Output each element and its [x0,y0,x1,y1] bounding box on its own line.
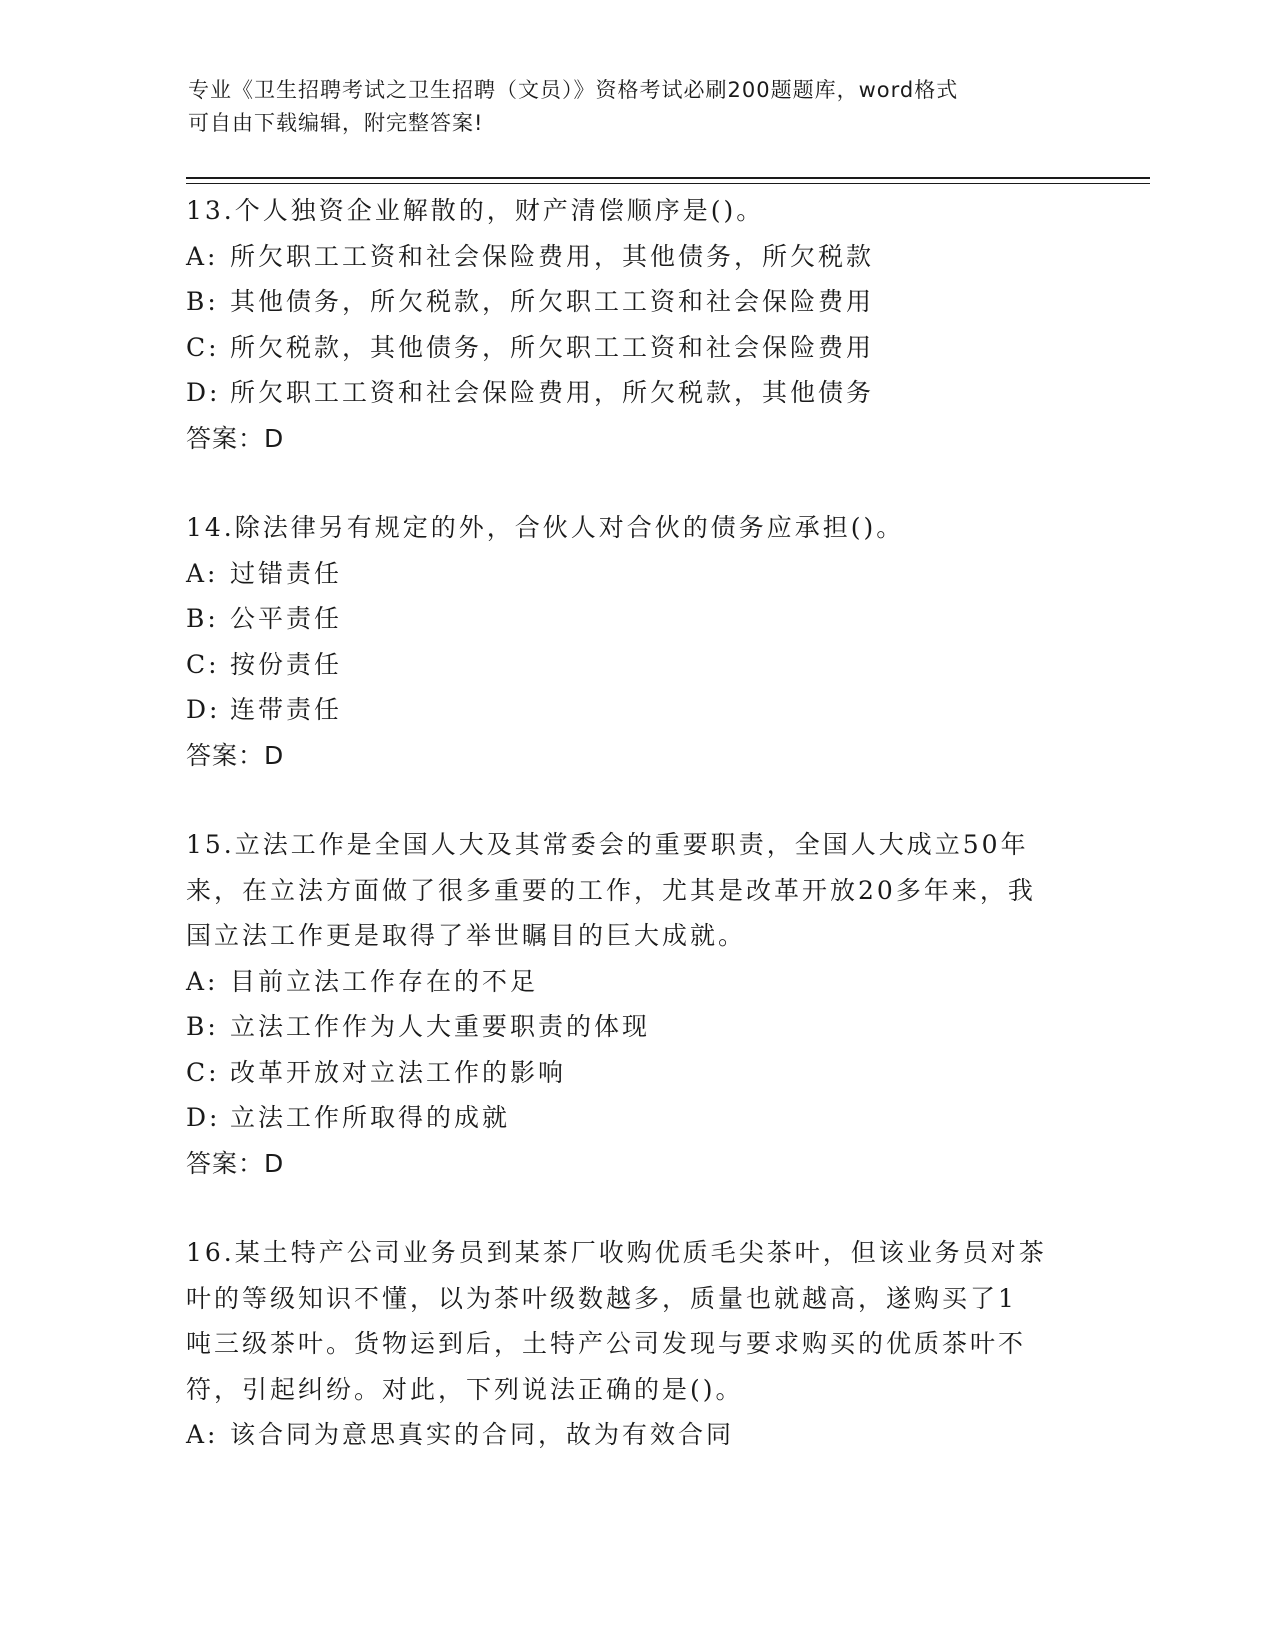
option-letter: B: [186,1012,219,1041]
question-spacer [186,461,1086,505]
question-list [186,188,1086,1458]
question-stem-line: 来，在立法方面做了很多重要的工作，尤其是改革开放20多年来，我 [186,875,1036,905]
option-letter: B: [186,287,219,316]
question-stem-line: 吨三级茶叶。货物运到后，土特产公司发现与要求购买的优质茶叶不 [186,1329,1027,1358]
option-b [186,596,1086,642]
question-stem-line: 叶的等级知识不懂，以为茶叶级数越多，质量也就越高，遂购买了1 [186,1283,1017,1313]
option-b [186,279,1086,325]
document-header [188,74,1088,140]
option-letter: A: [186,966,219,996]
option-a [186,234,1086,280]
option-c [186,325,1086,371]
option-c [186,1050,1086,1096]
option-text: 立法工作作为人大重要职责的体现 [230,1012,651,1041]
question-15 [186,822,1086,1186]
option-text: 按份责任 [230,649,343,679]
question-stem-line: 15.立法工作是全国人大及其常委会的重要职责，全国人大成立50年 [186,830,1029,859]
option-text: 所欠职工工资和社会保险费用，其他债务，所欠税款 [230,241,875,271]
option-d [186,1095,1086,1141]
option-d [186,687,1086,733]
option-a [186,551,1086,597]
header-line-2: 可自由下载编辑，附完整答案! [188,111,484,135]
option-letter: B: [186,604,219,633]
option-text: 过错责任 [230,558,343,588]
option-text: 其他债务，所欠税款，所欠职工工资和社会保险费用 [230,287,875,316]
option-text: 所欠税款，其他债务，所欠职工工资和社会保险费用 [230,332,875,362]
header-line-1: 专业《卫生招聘考试之卫生招聘（文员）》资格考试必刷200题题库，word格式 [188,78,959,102]
option-text: 所欠职工工资和社会保险费用，所欠税款，其他债务 [230,378,875,407]
option-text: 改革开放对立法工作的影响 [230,1057,567,1087]
option-a [186,1412,1086,1458]
option-a [186,959,1086,1005]
option-letter: D: [186,695,221,724]
question-spacer [186,1186,1086,1230]
question-16 [186,1230,1086,1458]
option-text: 连带责任 [230,695,343,724]
answer-line: 答案：D [186,1148,285,1178]
question-13 [186,188,1086,461]
question-stem: 14.除法律另有规定的外，合伙人对合伙的债务应承担()。 [186,513,905,542]
option-letter: A: [186,1420,219,1449]
option-text: 立法工作所取得的成就 [230,1103,511,1132]
option-letter: C: [186,332,220,362]
answer-line: 答案：D [186,423,285,453]
option-text: 公平责任 [230,604,343,633]
option-text: 目前立法工作存在的不足 [230,966,539,996]
option-b [186,1004,1086,1050]
question-spacer [186,778,1086,822]
option-letter: D: [186,378,221,407]
option-letter: C: [186,1057,220,1087]
option-c [186,642,1086,688]
question-14 [186,505,1086,778]
header-divider-thin [186,183,1150,184]
option-text: 该合同为意思真实的合同，故为有效合同 [230,1420,735,1449]
option-letter: A: [186,558,219,588]
option-letter: A: [186,241,219,271]
question-stem-line: 16.某土特产公司业务员到某茶厂收购优质毛尖茶叶，但该业务员对茶 [186,1238,1047,1267]
answer-line: 答案：D [186,740,285,770]
header-divider-thick [186,177,1150,179]
question-stem-line: 国立法工作更是取得了举世瞩目的巨大成就。 [186,921,747,950]
question-stem: 13.个人独资企业解散的，财产清偿顺序是()。 [186,196,765,225]
option-d [186,370,1086,416]
option-letter: C: [186,649,220,679]
option-letter: D: [186,1103,221,1132]
question-stem-line: 符，引起纠纷。对此，下列说法正确的是()。 [186,1374,744,1404]
